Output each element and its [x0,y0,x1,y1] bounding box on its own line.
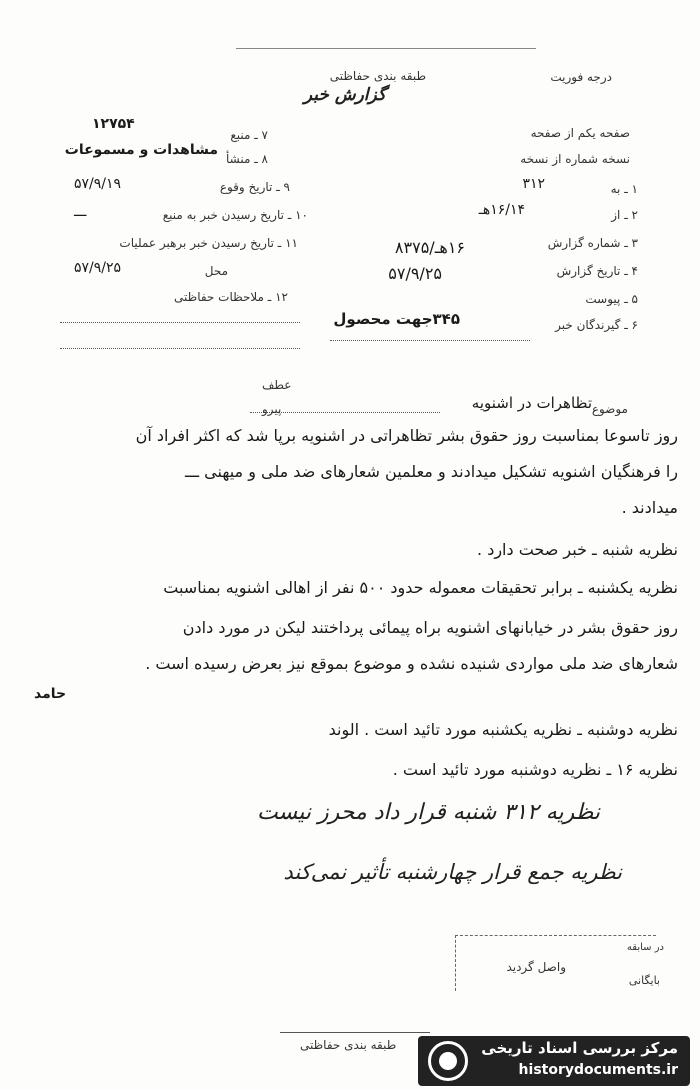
body-line-5: نظریه یکشنبه ـ برابر تحقیقات معموله حدود ۵۰۰ نفر از اهالی اشنویه بمناسبت [163,578,678,597]
field-11-value: ۵۷/۹/۲۵ [74,260,122,276]
signature-hamed: حامد [34,686,67,702]
field-4-value: ۵۷/۹/۲۵ [388,264,442,283]
body-line-2: را فرهنگیان اشنویه تشکیل میدادند و معلمین شعارهای ضد ملی و میهنی ـــ [185,462,678,481]
body-line-4: نظریه شنبه ـ خبر صحت دارد . [477,540,678,559]
subject-label: موضوع [591,402,628,416]
field-4-label: ۴ ـ تاریخ گزارش [556,264,638,278]
field-1-value: ۳۱۲ [522,176,545,192]
field-5-label: ۵ ـ پیوست [585,292,638,306]
field-9-label: ۹ ـ تاریخ وقوع [219,180,290,194]
handwritten-note-2: نظریه جمع قرار چهارشنبه تأثیر نمی‌کند [283,860,622,884]
field-7-label: ۷ ـ منبع [230,128,268,142]
watermark-url: historydocuments.ir [518,1062,678,1078]
footer-classification: طبقه بندی حفاظتی [300,1038,397,1052]
header-stamp [236,48,536,109]
code-number: ۱۲۷۵۴ [92,116,135,132]
body-line-3: میدادند . [621,498,678,517]
field-6-label: ۶ ـ گیرندگان خبر [555,318,638,332]
field-2-value: ۱۶/۱۴هـ [478,202,525,218]
field-3-label: ۳ ـ شماره گزارش [547,236,638,250]
field-6-value: ۳۴۵جهت محصول [333,310,460,328]
dotline-2 [60,348,300,349]
receipt-label-1: در سابقه [626,942,664,953]
receipt-label-2: بایگانی [628,974,660,987]
side-note-atf: عطف [262,378,292,392]
field-8-value: مشاهدات و مسموعات [64,142,218,158]
field-10-label: ۱۰ ـ تاریخ رسیدن خبر به منبع [162,208,308,222]
field-1-label: ۱ ـ به [610,182,638,196]
header-classification: طبقه بندی حفاظتی [329,69,426,83]
side-note-peyro: پیرو [262,402,282,416]
place-label: محل [204,264,228,278]
urgency-label: درجه فوریت [550,70,612,84]
subject-value: تظاهرات در اشنویه [471,394,592,412]
body-line-8: نظریه دوشنبه ـ نظریه یکشنبه مورد تائید است . الوند [328,720,678,739]
body-line-9: نظریه ۱۶ ـ نظریه دوشنبه مورد تائید است . [392,760,678,779]
field-2-label: ۲ ـ از [611,208,638,222]
receipt-box [455,935,664,991]
field-11-label: ۱۱ ـ تاریخ رسیدن خبر برهبر عملیات [119,236,298,250]
page-label: صفحه یکم از صفحه [530,126,630,140]
dotline-3 [330,340,530,341]
footer-line [280,1032,430,1033]
body-line-6: روز حقوق بشر در خیابانهای اشنویه براه پیمائی پرداختند لیکن در مورد دادن [182,618,678,637]
copy-label: نسخه شماره از نسخه [520,152,630,166]
field-8-label: ۸ ـ منشأ [225,152,268,166]
header-title: گزارش خبر [303,85,386,105]
watermark-name: مرکز بررسی اسناد تاریخی [481,1039,678,1057]
field-12-label: ۱۲ ـ ملاحظات حفاظتی [174,290,288,304]
field-9-value: ۵۷/۹/۱۹ [74,176,122,192]
field-3-value: ۱۶هـ/۸۳۷۵ [394,238,465,257]
receipt-label-3: واصل گردید [506,960,566,974]
archive-logo-icon [428,1041,468,1081]
handwritten-note-1: نظریه ۳۱۲ شنبه قرار داد محرز نیست [257,800,600,825]
body-line-1: روز تاسوعا بمناسبت روز حقوق بشر تظاهراتی در اشنویه برپا شد که اکثر افراد آن [135,426,678,445]
dotline-1 [60,322,300,323]
field-10-value: ـــ [74,204,87,220]
body-line-7: شعارهای ضد ملی مواردی شنیده نشده و موضوع بموقع نیز بعرض رسیده است . [145,654,678,673]
watermark [418,1036,690,1086]
